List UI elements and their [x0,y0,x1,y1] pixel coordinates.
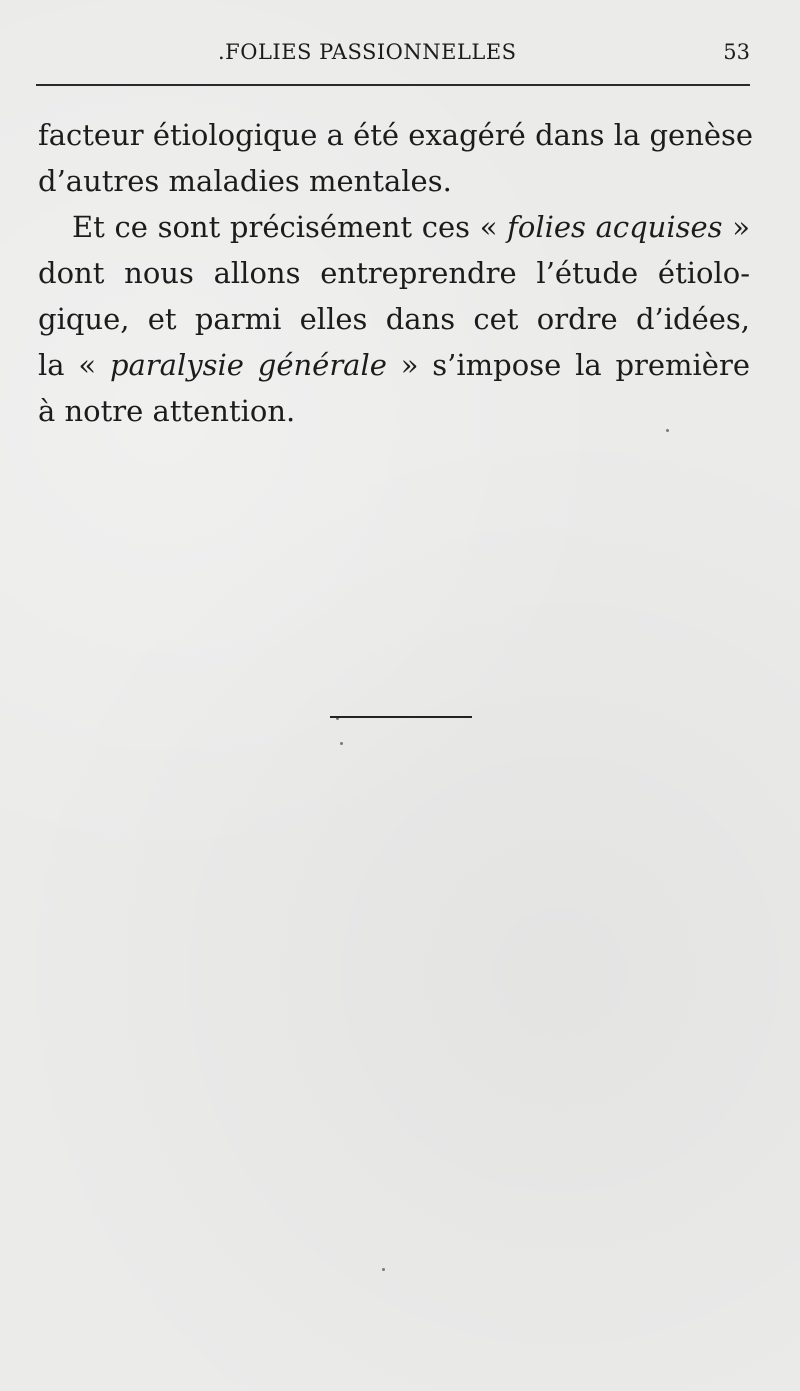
paper-speck [336,717,339,720]
text-line: dont nous allons entreprendre l’étude étiolo- [38,256,750,290]
text-line: facteur étiologique a été exagéré dans la genèse [38,118,754,152]
text-line: gique, et parmi elles dans cet ordre d’idées, [38,302,750,336]
body-text [38,112,754,434]
paper-speck [666,429,669,432]
paper-speck [382,1268,385,1271]
running-title: .FOLIES PASSIONNELLES [218,40,517,64]
text-fragment: la « [38,348,110,382]
italic-phrase: folies acquises [507,210,723,244]
text-fragment: » [722,210,750,244]
section-end-rule [330,716,472,718]
page-number: 53 [723,40,750,64]
italic-phrase: paralysie générale [109,348,387,382]
text-line: à notre attention. [38,394,296,428]
text-line [38,342,750,388]
text-fragment: Et ce sont précisément ces « [72,210,508,244]
text-line [38,204,750,250]
text-line: d’autres maladies mentales. [38,164,452,198]
paper-speck [340,742,343,745]
running-header [36,38,750,72]
header-rule [36,84,750,86]
text-fragment: » s’impose la première [386,348,750,382]
